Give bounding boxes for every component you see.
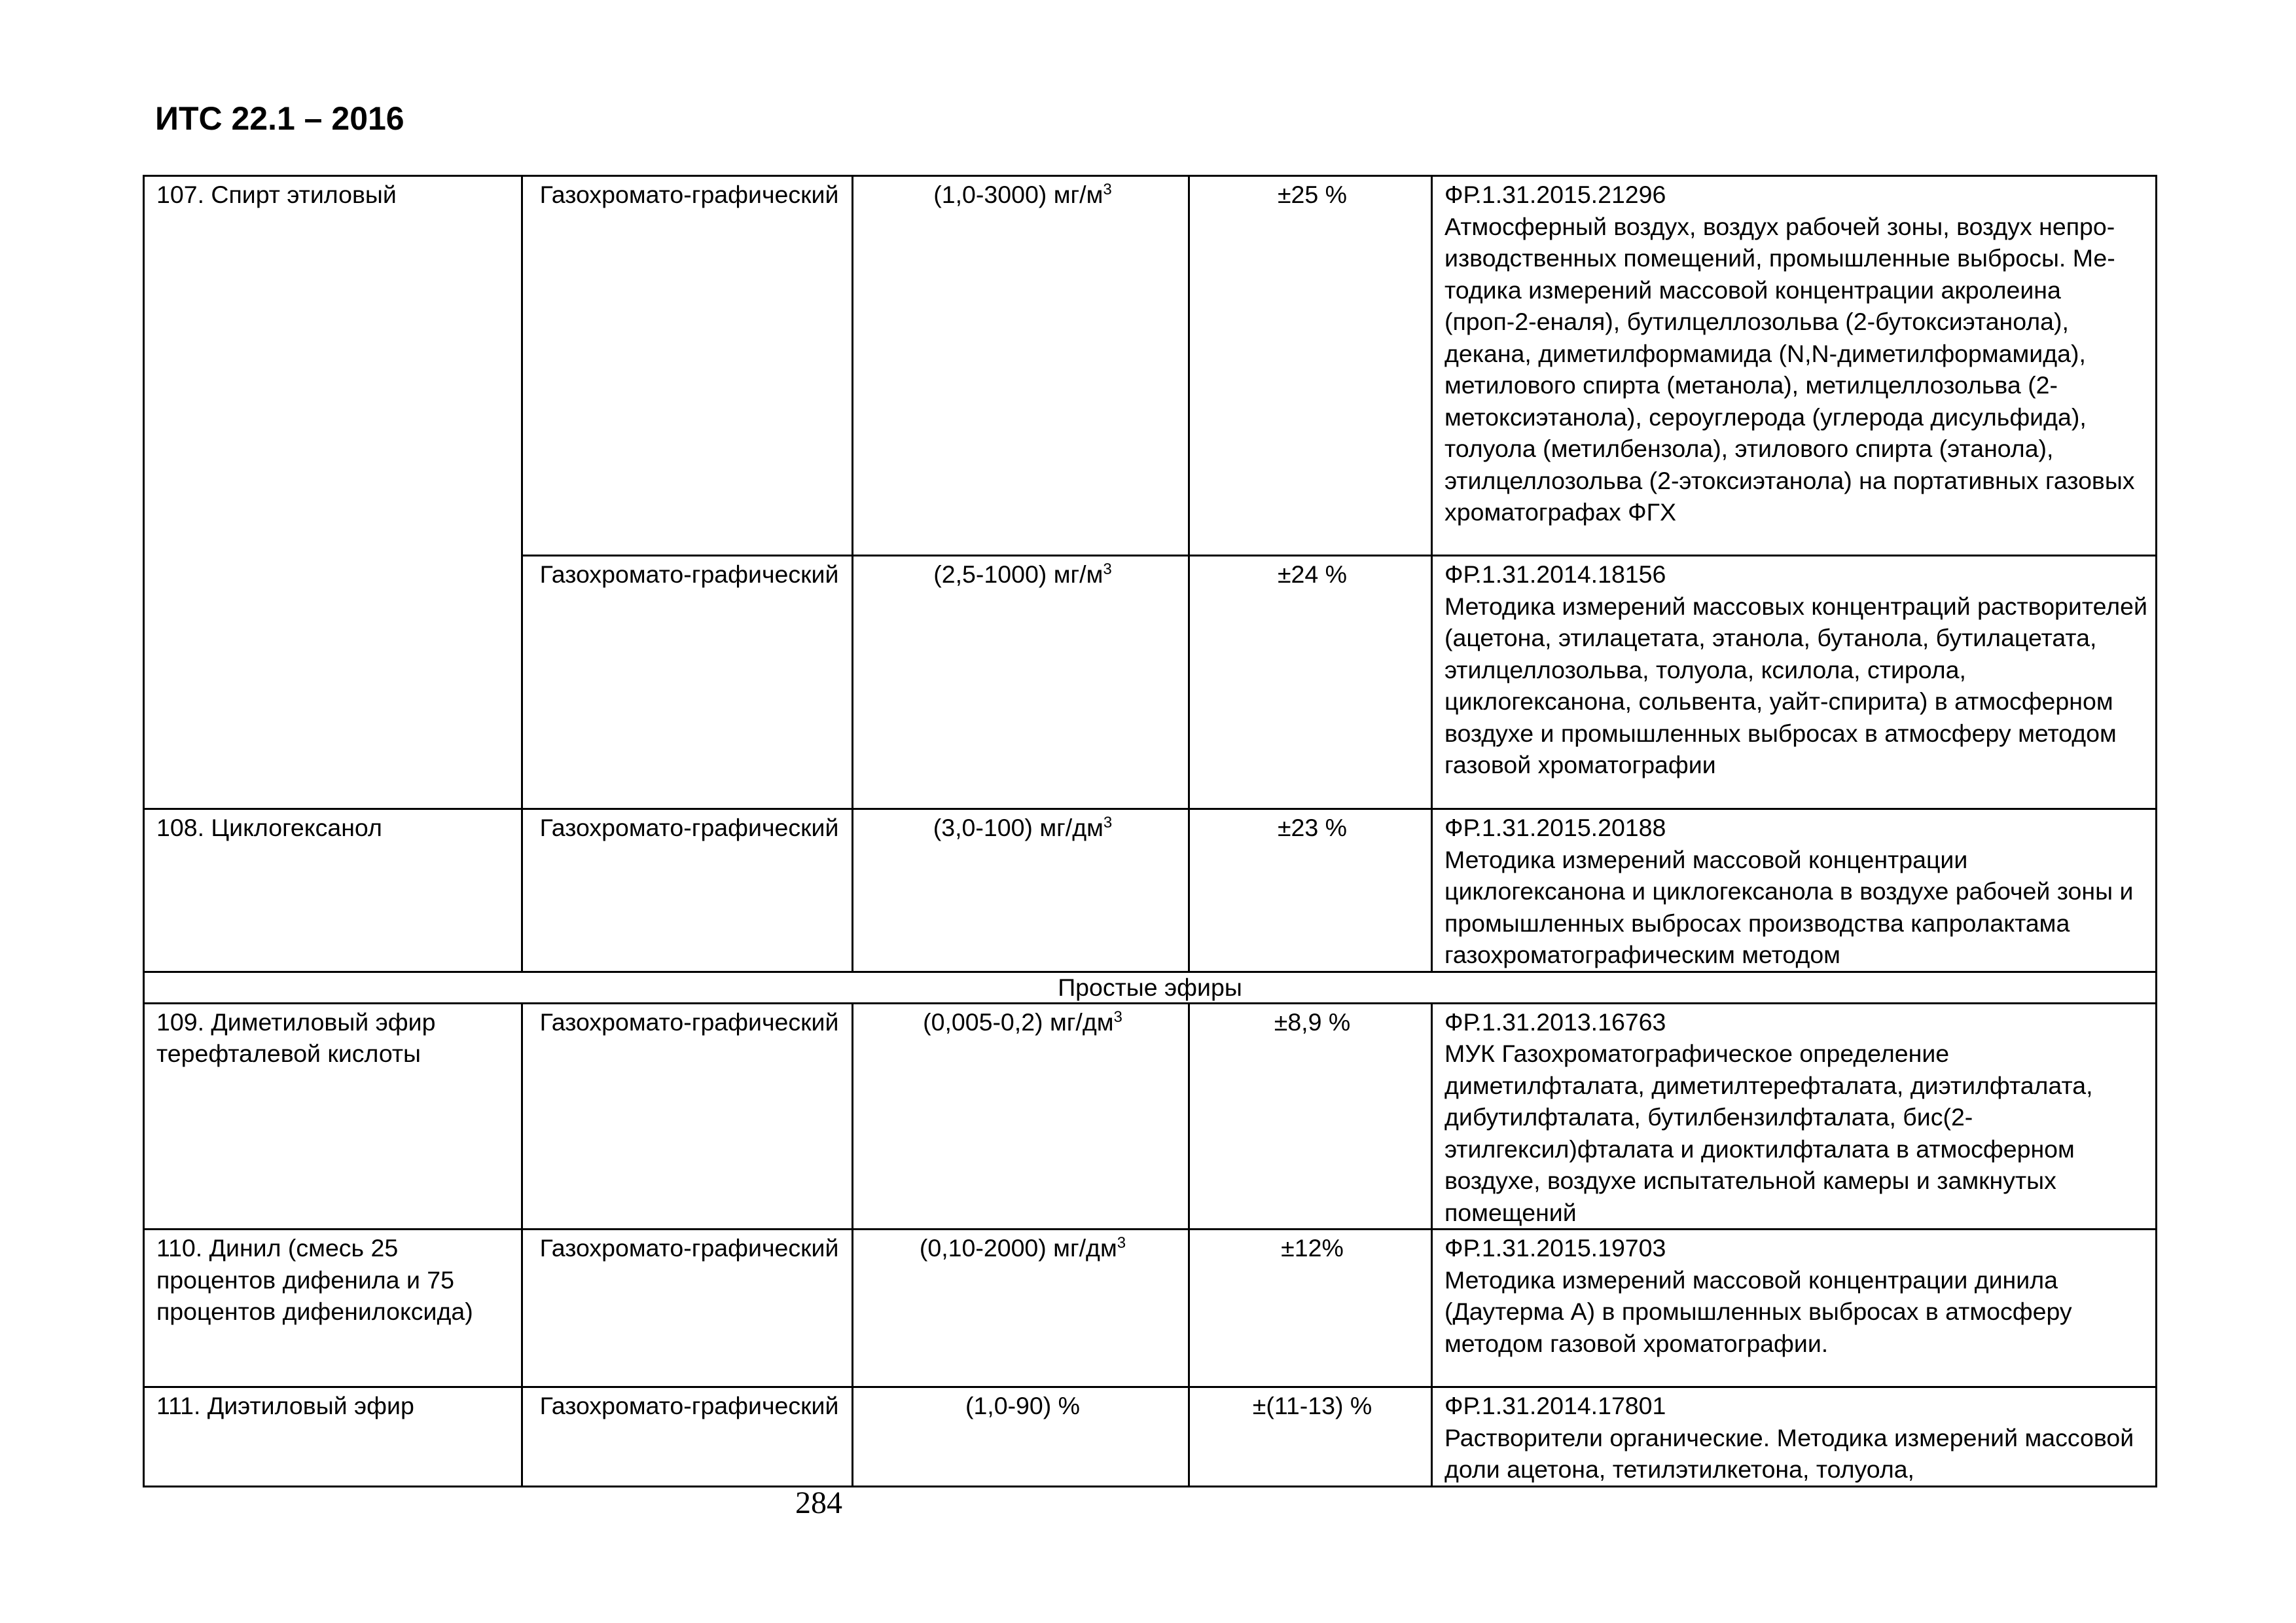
document-number: ФР.1.31.2014.18156 <box>1444 560 1666 588</box>
section-row <box>144 972 2157 1003</box>
document-cell <box>1432 809 2157 972</box>
document-header: ИТС 22.1 – 2016 <box>155 100 404 137</box>
method-cell: Газохромато-графический <box>522 809 853 972</box>
range-cell: (1,0-90) % <box>853 1387 1189 1487</box>
method-cell: Газохромато-графический <box>522 1003 853 1230</box>
table-row <box>144 1230 2157 1387</box>
error-cell: ±25 % <box>1189 176 1432 556</box>
range-cell: (2,5-1000) $мг/м^3$ <box>853 556 1189 809</box>
range-cell: (0,005-0,2) $мг/дм^3$ <box>853 1003 1189 1230</box>
document-description: Атмосферный воздух, воздух рабочей зоны, воздух непро-изводственных помещений, промышленные выбросы. Ме-тодика измерений массовой концентрации акролеина (проп-2-еналя), бутилцеллозольва (2-бутоксиэтанола), декана, диметилформамида (N,N-диметилформамида), метилового спирта (метанола), метилцеллозольва (2-метоксиэтанола), сероуглерода (углерода дисульфида), толуола (метилбензола), этилового спирта (этанола), этилцеллозольва (2-этоксиэтанола) на портативных газовых хроматографах ФГХ <box>1444 212 2135 526</box>
document-number: ФР.1.31.2013.16763 <box>1444 1008 1666 1036</box>
document-description: Методика измерений массовых концентраций растворителей (ацетона, этилацетата, этанола, бутанола, бутилацетата, этилцеллозольва, толуола, ксилола, стирола, циклогексанона, сольвента, уайт-спирита) в атмосферном воздухе и промышленных выбросах в атмосферу методом газовой хроматографии <box>1444 592 2147 778</box>
error-cell: ±8,9 % <box>1189 1003 1432 1230</box>
substance-cell: 111. Диэтиловый эфир <box>144 1387 522 1487</box>
methods-table <box>143 175 2157 1487</box>
document-cell <box>1432 176 2157 556</box>
method-cell: Газохромато-графический <box>522 556 853 809</box>
method-cell: Газохромато-графический <box>522 1387 853 1487</box>
document-description: МУК Газохроматографическое определение диметилфталата, диметилтерефталата, диэтилфталата, дибутилфталата, бутилбензилфталата, бис(2-этилгексил)фталата и диоктилфталата в атмосферном воздухе, воздухе испытательной камеры и замкнутых помещений <box>1444 1040 2093 1226</box>
section-title: Простые эфиры <box>144 972 2157 1003</box>
document-description: Методика измерений массовой концентрации циклогексанона и циклогексанола в воздухе рабочей зоны и промышленных выбросах производства капролактама газохроматографическим методом <box>1444 845 2134 968</box>
substance-cell: 109. Диметиловый эфир терефталевой кислоты <box>144 1003 522 1230</box>
document-number: ФР.1.31.2015.19703 <box>1444 1234 1666 1262</box>
table-row <box>144 1387 2157 1487</box>
substance-cell: 110. Динил (смесь 25 процентов дифенила и 75 процентов дифенилоксида) <box>144 1230 522 1387</box>
document-description: Растворители органические. Методика измерений массовой доли ацетона, тетилэтилкетона, толуола, <box>1444 1423 2134 1483</box>
document-cell <box>1432 1003 2157 1230</box>
substance-cell: 107. Спирт этиловый <box>144 176 522 809</box>
error-cell: ±24 % <box>1189 556 1432 809</box>
method-cell: Газохромато-графический <box>522 176 853 556</box>
document-cell <box>1432 1230 2157 1387</box>
page-number: 284 <box>795 1486 842 1520</box>
error-cell: ±23 % <box>1189 809 1432 972</box>
document-description: Методика измерений массовой концентрации динила (Даутерма А) в промышленных выбросах в атмосферу методом газовой хроматографии. <box>1444 1266 2072 1357</box>
document-number: ФР.1.31.2014.17801 <box>1444 1392 1666 1419</box>
document-cell <box>1432 1387 2157 1487</box>
table-row <box>144 176 2157 556</box>
method-cell: Газохромато-графический <box>522 1230 853 1387</box>
table-row <box>144 809 2157 972</box>
document-number: ФР.1.31.2015.20188 <box>1444 814 1666 841</box>
table-row <box>144 1003 2157 1230</box>
error-cell: ±(11-13) % <box>1189 1387 1432 1487</box>
substance-cell: 108. Циклогексанол <box>144 809 522 972</box>
document-number: ФР.1.31.2015.21296 <box>1444 181 1666 208</box>
error-cell: ±12% <box>1189 1230 1432 1387</box>
range-cell: (1,0-3000) $мг/м^3$ <box>853 176 1189 556</box>
range-cell: (3,0-100) $мг/дм^3$ <box>853 809 1189 972</box>
document-cell <box>1432 556 2157 809</box>
range-cell: (0,10-2000) $мг/дм^3$ <box>853 1230 1189 1387</box>
